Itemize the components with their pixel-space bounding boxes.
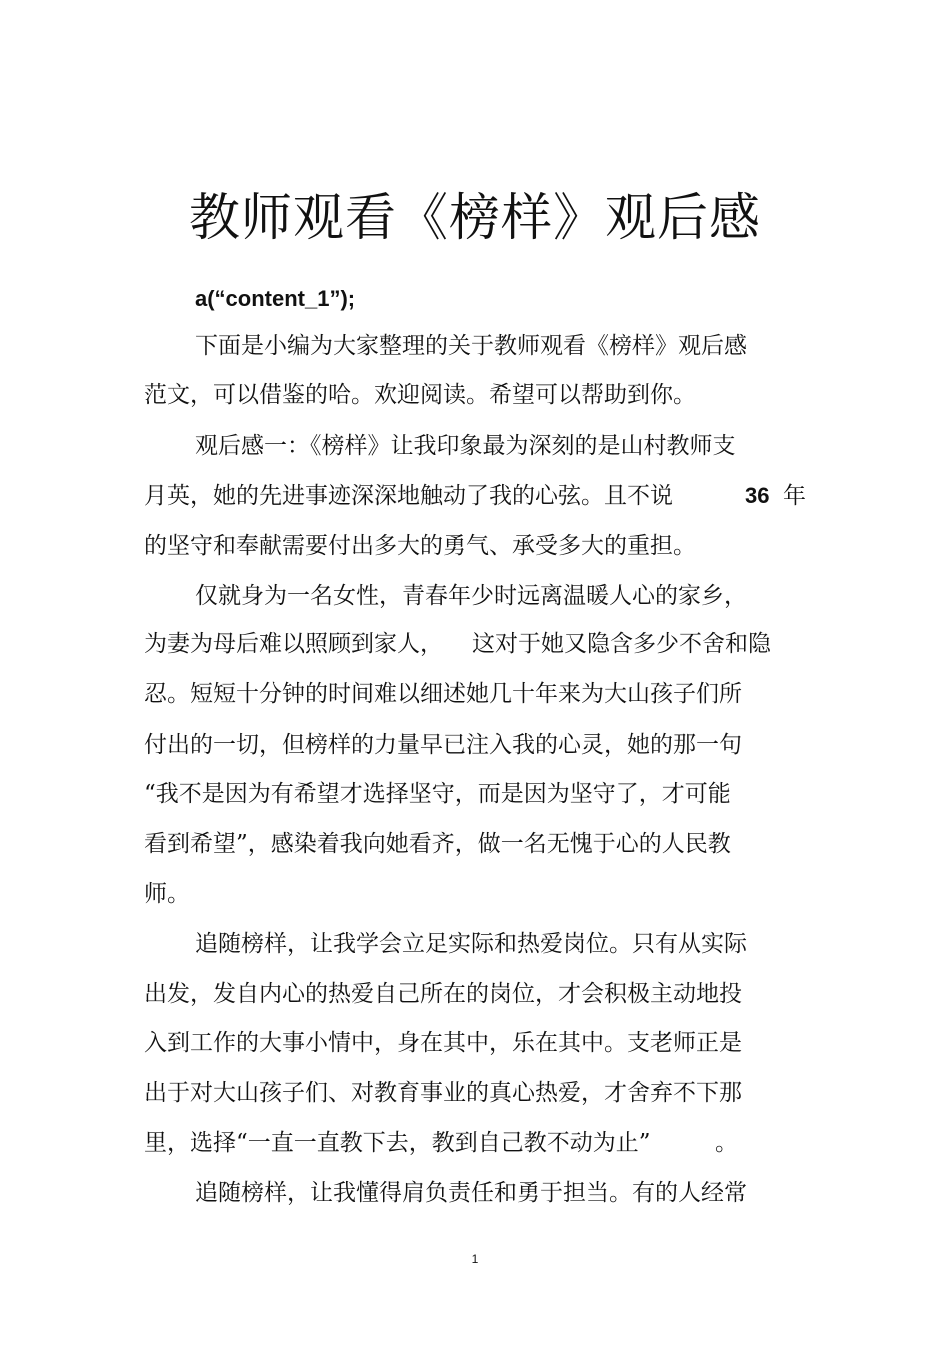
paragraph-line: 里，选择“一直一直教下去，教到自己教不动为止” [144,1130,651,1156]
paragraph-line: 追随榜样，让我懂得肩负责任和勇于担当。有的人经常 [195,1180,747,1206]
paragraph-line: 入到工作的大事小情中，身在其中，乐在其中。支老师正是 [144,1030,742,1056]
paragraph-line: 下面是小编为大家整理的关于教师观看《榜样》观后感 [195,333,747,359]
number-36: 36 [745,483,770,508]
paragraph-line: 忍。短短十分钟的时间难以细述她几十年来为大山孩子们所 [144,681,742,707]
code-line: a(“content_1”); [195,286,356,311]
paragraph-line: 出于对大山孩子们、对教育事业的真心热爱，才舍弃不下那 [144,1080,742,1106]
paragraph-line: 这对于她又隐含多少不舍和隐 [472,631,771,657]
paragraph-line: “我不是因为有希望才选择坚守，而是因为坚守了，才可能 [144,781,731,807]
paragraph-line: 看到希望”，感染着我向她看齐，做一名无愧于心的人民教 [144,831,731,857]
paragraph-line: 。 [715,1130,738,1156]
page-number: 1 [471,1252,479,1266]
paragraph-line: 追随榜样，让我学会立足实际和热爱岗位。只有从实际 [195,931,747,957]
paragraph-line: 师。 [144,881,190,907]
paragraph-line: 观后感一：《榜样》让我印象最为深刻的是山村教师支 [195,433,736,459]
document-title: 教师观看《榜样》观后感 [188,189,761,249]
paragraph-line: 月英，她的先进事迹深深地触动了我的心弦。且不说 [144,483,673,509]
paragraph-line: 为妻为母后难以照顾到家人， [144,631,443,657]
paragraph-line: 范文，可以借鉴的哈。欢迎阅读。希望可以帮助到你。 [144,382,696,408]
year-char: 年 [783,483,806,509]
paragraph-line: 的坚守和奉献需要付出多大的勇气、承受多大的重担。 [144,533,696,559]
paragraph-line: 出发，发自内心的热爱自己所在的岗位，才会积极主动地投 [144,981,742,1007]
paragraph-line: 付出的一切，但榜样的力量早已注入我的心灵，她的那一句 [144,732,742,758]
paragraph-line: 仅就身为一名女性，青春年少时远离温暖人心的家乡， [195,583,747,609]
